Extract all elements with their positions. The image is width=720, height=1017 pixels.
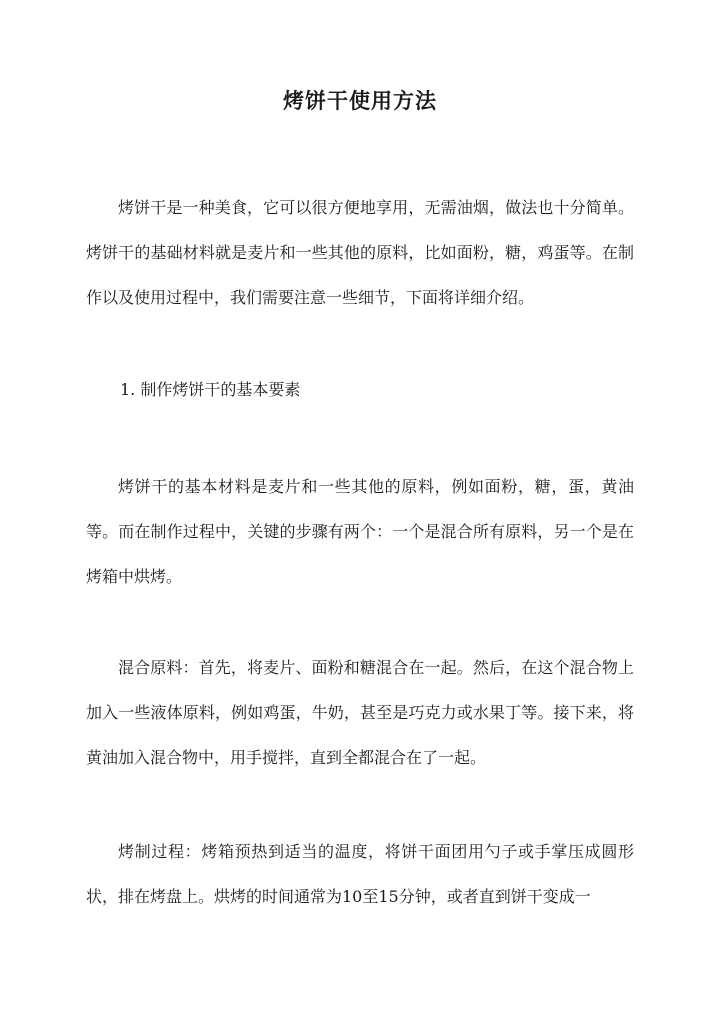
section-heading: 1. 制作烤饼干的基本要素 [120, 380, 301, 399]
baking-paragraph: 烤制过程：烤箱预热到适当的温度，将饼干面团用勺子或手掌压成圆形状，排在烤盘上。烘烤的时间通常为10至15分钟，或者直到饼干变成一 [86, 842, 634, 906]
intro-paragraph: 烤饼干是一种美食，它可以很方便地享用，无需油烟，做法也十分简单。烤饼干的基础材料就是麦片和一些其他的原料，比如面粉，糖，鸡蛋等。在制作以及使用过程中，我们需要注意一些细节，下面将详细介绍。 [86, 198, 634, 307]
materials-paragraph: 烤饼干的基本材料是麦片和一些其他的原料，例如面粉，糖，蛋，黄油等。而在制作过程中，关键的步骤有两个：一个是混合所有原料，另一个是在烤箱中烘烤。 [86, 477, 634, 586]
document-title: 烤饼干使用方法 [283, 88, 437, 113]
mixing-paragraph: 混合原料：首先，将麦片、面粉和糖混合在一起。然后，在这个混合物上加入一些液体原料，例如鸡蛋，牛奶，甚至是巧克力或水果丁等。接下来，将黄油加入混合物中，用手搅拌，直到全都混合在了一起。 [86, 658, 634, 767]
